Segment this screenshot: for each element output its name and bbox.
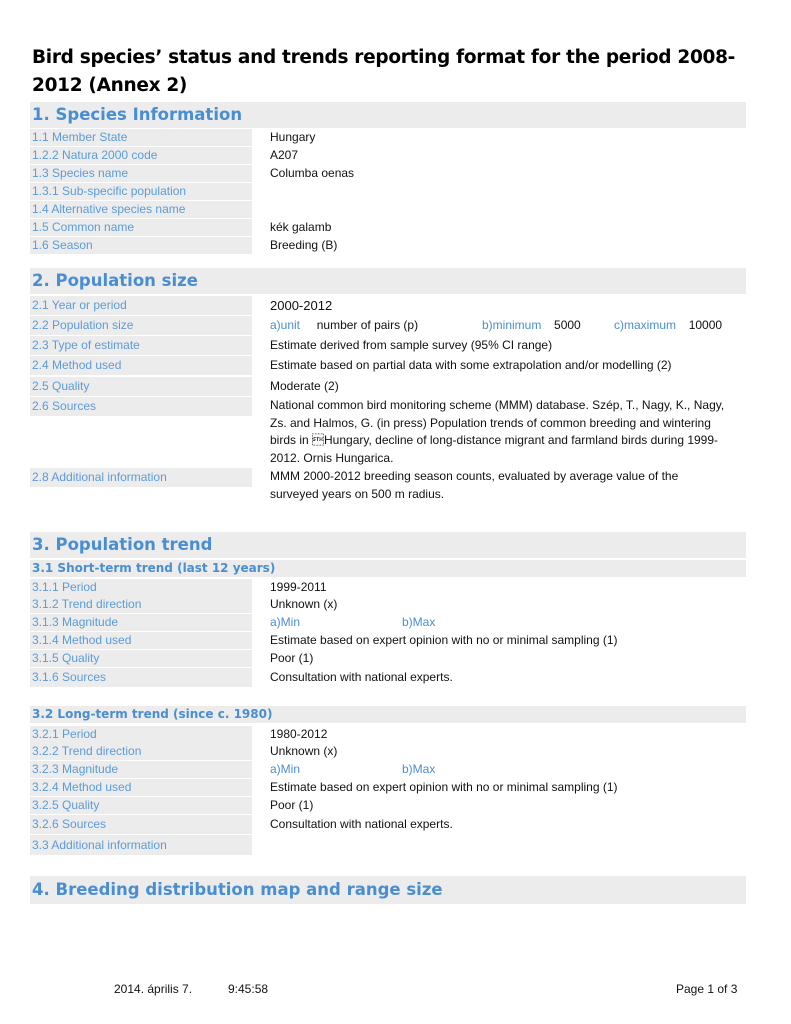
subsection-short-term-trend: 3.1 Short-term trend (last 12 years)	[30, 560, 746, 577]
value-species-name: Columba oenas	[270, 166, 355, 180]
value-long-quality: Poor (1)	[270, 798, 314, 812]
unit-label: a)unit	[270, 318, 301, 332]
value-sources: National common bird monitoring scheme (MMM) database. Szép, T., Nagy, K., Nagy, Zs. and Halmos, G. (in press) Population trends of common breeding and wintering birds in Hungary, decline of long-distance migrant and farmland birds during 1999-2012. Ornis Hungarica.	[270, 398, 725, 465]
short-magnitude-max-label: b)Max	[402, 615, 436, 629]
value-type-of-estimate: Estimate derived from sample survey (95% CI range)	[270, 338, 553, 352]
minimum-label: b)minimum	[482, 318, 542, 332]
label-trend-additional-information: 3.3 Additional information	[30, 835, 252, 855]
label-short-magnitude: 3.1.3 Magnitude	[30, 614, 252, 631]
label-natura-code: 1.2.2 Natura 2000 code	[30, 147, 252, 164]
section-population-size: 2. Population size	[30, 268, 746, 294]
label-quality: 2.5 Quality	[30, 377, 252, 396]
maximum-label: c)maximum	[614, 318, 676, 332]
value-common-name: kék galamb	[270, 220, 332, 234]
long-magnitude-max-label: b)Max	[402, 762, 436, 776]
long-magnitude-min-label: a)Min	[270, 762, 301, 776]
label-long-method-used: 3.2.4 Method used	[30, 779, 252, 796]
short-magnitude-min-label: a)Min	[270, 615, 301, 629]
maximum-value: 10000	[688, 318, 723, 332]
footer-date: 2014. április 7.	[114, 982, 193, 996]
label-long-magnitude: 3.2.3 Magnitude	[30, 761, 252, 778]
label-short-method-used: 3.1.4 Method used	[30, 632, 252, 649]
section-species-information: 1. Species Information	[30, 102, 746, 128]
label-member-state: 1.1 Member State	[30, 129, 252, 146]
population-maximum	[614, 316, 722, 335]
value-member-state: Hungary	[270, 130, 316, 144]
value-natura-code: A207	[270, 148, 299, 162]
footer-page-number: Page 1 of 3	[676, 982, 738, 996]
label-alternative-species-name: 1.4 Alternative species name	[30, 201, 252, 218]
unit-value: number of pairs (p)	[316, 318, 419, 332]
label-season: 1.6 Season	[30, 237, 252, 254]
label-long-quality: 3.2.5 Quality	[30, 797, 252, 814]
value-long-method-used: Estimate based on expert opinion with no or minimal sampling (1)	[270, 780, 618, 794]
label-method-used: 2.4 Method used	[30, 356, 252, 375]
population-minimum	[482, 316, 581, 335]
label-sub-specific-population: 1.3.1 Sub-specific population	[30, 183, 252, 200]
label-long-period: 3.2.1 Period	[30, 726, 252, 743]
section-breeding-distribution: 4. Breeding distribution map and range size	[30, 876, 746, 904]
value-additional-information: MMM 2000-2012 breeding season counts, evaluated by average value of the surveyed years on 500 m radius.	[270, 469, 679, 501]
label-long-trend-direction: 3.2.2 Trend direction	[30, 743, 252, 760]
label-short-period: 3.1.1 Period	[30, 579, 252, 596]
value-long-period: 1980-2012	[270, 727, 328, 741]
value-year-or-period: 2000-2012	[270, 298, 333, 313]
footer-time: 9:45:58	[228, 982, 269, 996]
label-common-name: 1.5 Common name	[30, 219, 252, 236]
value-population-size	[270, 316, 418, 335]
label-sources: 2.6 Sources	[30, 397, 252, 416]
value-short-period: 1999-2011	[270, 580, 327, 594]
value-short-trend-direction: Unknown (x)	[270, 597, 338, 611]
minimum-value: 5000	[554, 318, 581, 332]
label-species-name: 1.3 Species name	[30, 165, 252, 182]
label-short-trend-direction: 3.1.2 Trend direction	[30, 596, 252, 613]
subsection-long-term-trend: 3.2 Long-term trend (since c. 1980)	[30, 706, 746, 723]
document-title: Bird species’ status and trends reporting format for the period 2008-2012 (Annex 2)	[32, 47, 736, 96]
label-long-sources: 3.2.6 Sources	[30, 815, 252, 834]
value-long-trend-direction: Unknown (x)	[270, 744, 338, 758]
label-short-sources: 3.1.6 Sources	[30, 668, 252, 687]
section-population-trend: 3. Population trend	[30, 532, 746, 558]
value-quality: Moderate (2)	[270, 379, 339, 393]
label-population-size: 2.2 Population size	[30, 316, 252, 335]
label-additional-information: 2.8 Additional information	[30, 468, 252, 487]
label-type-of-estimate: 2.3 Type of estimate	[30, 336, 252, 355]
value-method-used: Estimate based on partial data with some extrapolation and/or modelling (2)	[270, 358, 672, 372]
value-short-method-used: Estimate based on expert opinion with no or minimal sampling (1)	[270, 633, 618, 647]
label-short-quality: 3.1.5 Quality	[30, 650, 252, 667]
value-long-sources: Consultation with national experts.	[270, 817, 453, 831]
value-short-quality: Poor (1)	[270, 651, 314, 665]
value-season: Breeding (B)	[270, 238, 338, 252]
label-year-or-period: 2.1 Year or period	[30, 296, 252, 315]
value-short-sources: Consultation with national experts.	[270, 670, 453, 684]
